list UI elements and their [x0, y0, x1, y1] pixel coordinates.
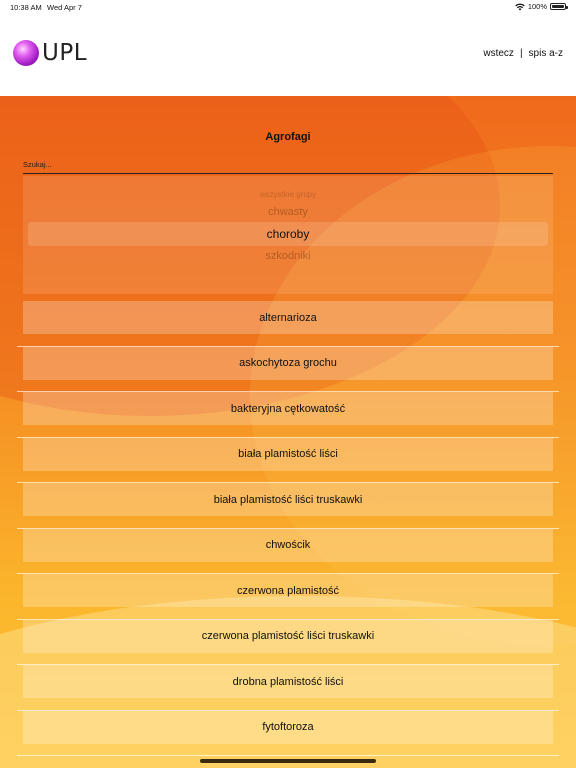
group-picker[interactable]	[23, 176, 553, 294]
status-bar	[0, 0, 576, 14]
status-right	[515, 2, 566, 11]
list-item-button[interactable]: bakteryjna cętkowatość	[23, 392, 553, 425]
back-link[interactable]: wstecz	[483, 48, 514, 59]
logo-text: UPL	[42, 40, 88, 66]
list-item	[17, 438, 559, 484]
list-item	[17, 529, 559, 575]
list-item-button[interactable]: askochytoza grochu	[23, 347, 553, 380]
index-az-link[interactable]: spis a-z	[528, 48, 563, 59]
list-item-button[interactable]: czerwona plamistość liści truskawki	[23, 620, 553, 653]
pest-list	[17, 301, 559, 756]
wifi-icon	[515, 3, 525, 11]
picker-option[interactable]: szkodniki	[265, 250, 311, 262]
status-date: Wed Apr 7	[47, 3, 82, 12]
battery-percentage: 100%	[527, 2, 547, 11]
list-item	[17, 301, 559, 347]
list-item	[17, 483, 559, 529]
app-header	[0, 14, 576, 96]
list-item	[17, 392, 559, 438]
battery-icon	[550, 3, 566, 10]
list-item	[17, 665, 559, 711]
list-item-button[interactable]: drobna plamistość liści	[23, 665, 553, 698]
list-item	[17, 347, 559, 393]
list-item-button[interactable]: czerwona plamistość	[23, 574, 553, 607]
upl-logo[interactable]	[13, 40, 87, 66]
list-item-button[interactable]: fytoftoroza	[23, 711, 553, 744]
list-item-button[interactable]: chwościk	[23, 529, 553, 562]
home-indicator[interactable]	[200, 759, 376, 763]
list-item-button[interactable]: biała plamistość liści	[23, 438, 553, 471]
list-item	[17, 711, 559, 757]
main-content	[0, 96, 576, 768]
list-item	[17, 574, 559, 620]
list-item-button[interactable]: alternarioza	[23, 301, 553, 334]
logo-orb-icon	[13, 40, 39, 66]
header-nav	[483, 48, 563, 59]
page-title: Agrofagi	[265, 131, 311, 143]
picker-option[interactable]: chwasty	[268, 206, 308, 218]
picker-option[interactable]: wszystkie grupy	[259, 190, 317, 199]
list-item	[17, 620, 559, 666]
nav-separator: |	[519, 48, 523, 59]
search-input[interactable]	[23, 155, 553, 174]
list-item-button[interactable]: biała plamistość liści truskawki	[23, 483, 553, 516]
status-time: 10:38 AM	[10, 3, 42, 12]
picker-option-selected[interactable]: choroby	[28, 222, 548, 246]
